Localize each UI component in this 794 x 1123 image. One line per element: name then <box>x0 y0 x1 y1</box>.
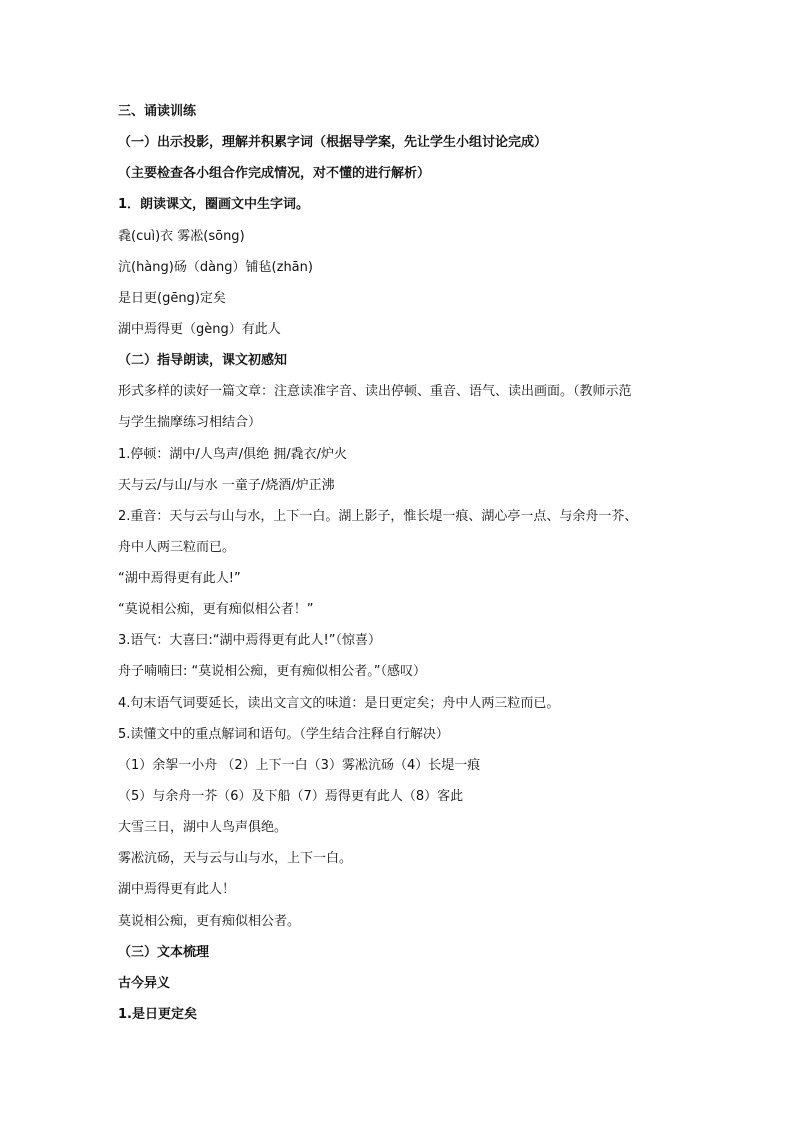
note-line: （主要检查各小组合作完成情况，对不懂的进行解析） <box>118 166 431 181</box>
sentence-line: 雾凇沆砀，天与云与山与水，上下一白。 <box>118 851 353 866</box>
task-heading: 1．朗读课文，圈画文中生字词。 <box>118 197 310 212</box>
paragraph-line: 1.停顿：湖中/人鸟声/俱绝 拥/毳衣/炉火 <box>118 447 348 462</box>
paragraph-line: 4.句末语气词要延长，读出文言文的味道：是日更定矣；舟中人两三粒而已。 <box>118 696 560 711</box>
paragraph-line: 舟中人两三粒而已。 <box>118 540 236 555</box>
section-heading: 三、诵读训练 <box>118 104 197 119</box>
subsection-heading: （一）出示投影，理解并积累字词（根据导学案，先让学生小组讨论完成） <box>118 135 548 150</box>
list-line: （1）余挐一小舟 （2）上下一白（3）雾凇沆砀（4）长堤一痕 <box>118 758 481 773</box>
paragraph-line: 舟子喃喃曰: “莫说相公痴，更有痴似相公者。”（感叹） <box>118 664 426 679</box>
vocab-line: 是日更(gēng)定矣 <box>118 291 226 306</box>
paragraph-line: 天与云/与山/与水 一童子/烧酒/炉正沸 <box>118 478 335 493</box>
item-heading: 1.是日更定矣 <box>118 1007 197 1022</box>
quote-line: “莫说相公痴，更有痴似相公者！” <box>118 602 314 617</box>
sentence-line: 湖中焉得更有此人！ <box>118 882 236 897</box>
topic-heading: 古今异义 <box>118 976 171 991</box>
vocab-line: 毳(cuì)衣 雾凇(sōng) <box>118 229 245 244</box>
paragraph-line: 形式多样的读好一篇文章：注意读准字音、读出停顿、重音、语气、读出画面。（教师示范 <box>118 384 632 399</box>
subsection-heading: （二）指导朗读，课文初感知 <box>118 353 288 368</box>
list-line: （5）与余舟一芥（6）及下船（7）焉得更有此人（8）客此 <box>118 789 464 804</box>
paragraph-line: 与学生揣摩练习相结合） <box>118 415 262 430</box>
quote-line: “湖中焉得更有此人!” <box>118 571 241 586</box>
sentence-line: 莫说相公痴，更有痴似相公者。 <box>118 914 301 929</box>
paragraph-line: 5.读懂文中的重点解词和语句。（学生结合注释自行解决） <box>118 727 449 742</box>
vocab-line: 沆(hàng)砀（dàng）铺毡(zhān) <box>118 260 313 275</box>
subsection-heading: （三）文本梳理 <box>118 945 210 960</box>
paragraph-line: 2.重音：天与云与山与水，上下一白。湖上影子，惟长堤一痕、湖心亭一点、与余舟一芥、 <box>118 509 638 524</box>
sentence-line: 大雪三日，湖中人鸟声俱绝。 <box>118 820 288 835</box>
paragraph-line: 3.语气：大喜曰:“湖中焉得更有此人!”（惊喜） <box>118 633 381 648</box>
vocab-line: 湖中焉得更（gèng）有此人 <box>118 322 281 337</box>
